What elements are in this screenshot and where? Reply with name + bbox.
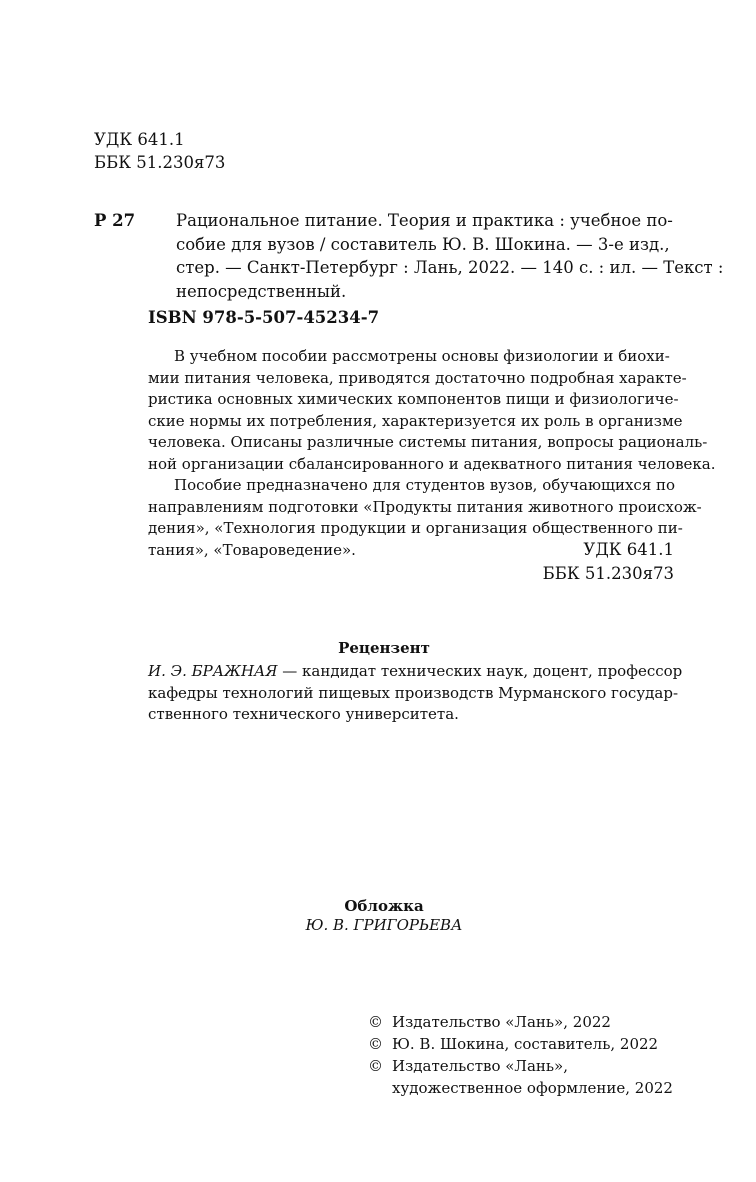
reviewer-block	[148, 661, 688, 726]
copyright-block	[368, 1011, 688, 1099]
copyright-symbol	[368, 1077, 392, 1099]
copyright-text: Ю. В. Шокина, составитель, 2022	[392, 1035, 659, 1053]
annotation-line: направлениям подготовки «Продукты питания животного происхож-	[148, 497, 702, 516]
reviewer-desc: — кандидат технических наук, доцент, профессор	[277, 662, 683, 680]
annotation-line: ристика основных химических компонентов пищи и физиологиче-	[148, 390, 679, 408]
bib-line: Рациональное питание. Теория и практика : учебное по-	[176, 211, 673, 230]
copyright-symbol: ©	[368, 1035, 383, 1053]
copyright-text: Издательство «Лань»,	[392, 1057, 569, 1075]
author-sign: Р 27	[94, 211, 136, 230]
annotation-line: мии питания человека, приводятся достаточно подробная характе-	[148, 368, 687, 387]
copyright-symbol: ©	[368, 1057, 383, 1075]
bib-line: собие для вузов / составитель Ю. В. Шокина. — 3-е изд.,	[176, 234, 670, 254]
reviewer-name: И. Э. БРАЖНАЯ	[148, 662, 278, 680]
annotation-line: Пособие предназначено для студентов вузов, обучающихся по	[174, 476, 676, 494]
annotation-line: человека. Описаны различные системы питания, вопросы рациональ-	[148, 433, 708, 451]
annotation-line: В учебном пособии рассмотрены основы физиологии и биохи-	[174, 347, 670, 365]
annotation-line: тания», «Товароведение».	[148, 540, 356, 559]
copyright-text: Издательство «Лань», 2022	[392, 1013, 611, 1031]
bib-line: стер. — Санкт-Петербург : Лань, 2022. — 140 с. : ил. — Текст :	[176, 258, 724, 277]
annotation-line: ной организации сбалансированного и адекватного питания человека.	[148, 454, 716, 473]
bibliographic-record	[176, 209, 724, 303]
reviewer-line	[148, 661, 688, 683]
bbk-code-repeat: ББК 51.230я73	[542, 564, 674, 583]
cover-heading: Обложка	[344, 897, 424, 915]
udk-code-repeat: УДК 641.1	[583, 540, 674, 559]
annotation-line: дения», «Технология продукции и организация общественного пи-	[148, 519, 683, 537]
copyright-line	[368, 1011, 688, 1033]
copyright-symbol: ©	[368, 1013, 383, 1031]
annotation	[148, 346, 716, 561]
copyright-line	[368, 1077, 688, 1099]
bbk-code: ББК 51.230я73	[94, 153, 226, 172]
reviewer-heading: Рецензент	[338, 639, 430, 657]
copyright-text: художественное оформление, 2022	[392, 1079, 673, 1097]
reviewer-line: кафедры технологий пищевых производств Мурманского государ-	[148, 683, 679, 702]
udk-code: УДК 641.1	[94, 130, 185, 149]
reviewer-line: ственного технического университета.	[148, 705, 459, 723]
isbn: ISBN 978-5-507-45234-7	[148, 308, 380, 327]
cover-artist: Ю. В. ГРИГОРЬЕВА	[305, 916, 463, 934]
annotation-line: ские нормы их потребления, характеризуется их роль в организме	[148, 411, 683, 430]
copyright-line	[368, 1033, 688, 1055]
bib-line: непосредственный.	[176, 281, 347, 301]
copyright-line	[368, 1055, 688, 1077]
